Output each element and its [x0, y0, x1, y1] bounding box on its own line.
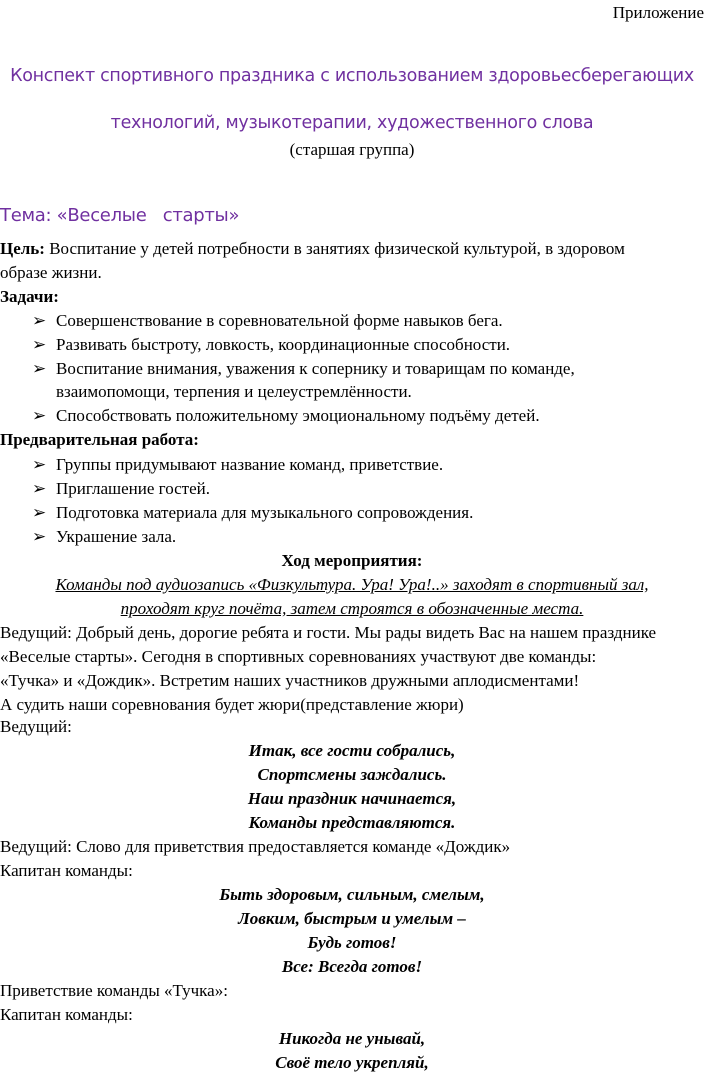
- tasks-heading: Задачи:: [0, 287, 59, 306]
- host-speech-3: «Тучка» и «Дождик». Встретим наших участников дружными аплодисментами!: [0, 671, 580, 690]
- host-label: Ведущий:: [0, 717, 72, 736]
- host-speech-4: А судить наши соревнования будет жюри(представление жюри): [0, 695, 464, 714]
- host-speech-1: Ведущий: Добрый день, дорогие ребята и гости. Мы рады видеть Вас на нашем празднике: [0, 623, 657, 642]
- poem-line: Итак, все гости собрались,: [248, 741, 456, 760]
- subtitle: (старшая группа): [289, 140, 415, 159]
- appendix-label: Приложение: [612, 3, 704, 22]
- goal-line-2: образе жизни.: [0, 263, 102, 282]
- prep-heading: Предварительная работа:: [0, 430, 199, 449]
- host-speech-5: Ведущий: Слово для приветствия предоставляется команде «Дождик»: [0, 837, 511, 856]
- poem-line: Будь готов!: [307, 933, 397, 952]
- stage-direction-1: Команды под аудиозапись «Физкультура. Ура! Ура!..» заходят в спортивный зал,: [55, 575, 649, 594]
- event-heading: Ход мероприятия:: [281, 551, 423, 570]
- greeting-label: Приветствие команды «Тучка»:: [0, 981, 228, 1000]
- poem-line: Никогда не унывай,: [278, 1029, 426, 1048]
- captain-label: Капитан команды:: [0, 861, 133, 880]
- goal-label: Цель:: [0, 239, 45, 258]
- poem-line: Быть здоровым, сильным, смелым,: [219, 885, 485, 904]
- poem-line: Команды представляются.: [248, 813, 456, 832]
- arrow-bullet-icon: ➢: [32, 311, 47, 330]
- title-line-1: Конспект спортивного праздника с использованием здоровьесберегающих: [10, 66, 694, 86]
- arrow-bullet-icon: ➢: [32, 479, 47, 498]
- stage-direction-2: проходят круг почёта, затем строятся в обозначенные места.: [120, 599, 584, 618]
- arrow-bullet-icon: ➢: [32, 335, 47, 354]
- arrow-bullet-icon: ➢: [32, 455, 47, 474]
- arrow-bullet-icon: ➢: [32, 527, 47, 546]
- task-item: Совершенствование в соревновательной форме навыков бега.: [56, 311, 503, 330]
- poem-line: Наш праздник начинается,: [247, 789, 457, 808]
- task-item: Способствовать положительному эмоциональному подъёму детей.: [56, 406, 540, 425]
- prep-item: Украшение зала.: [56, 527, 177, 546]
- host-speech-2: «Веселые старты». Сегодня в спортивных соревнованиях участвуют две команды:: [0, 647, 597, 666]
- poem-line: Ловким, быстрым и умелым –: [238, 909, 466, 928]
- prep-item: Подготовка материала для музыкального сопровождения.: [56, 503, 474, 522]
- task-item: Развивать быстроту, ловкость, координационные способности.: [56, 335, 511, 354]
- arrow-bullet-icon: ➢: [32, 406, 47, 425]
- title-line-2: технологий, музыкотерапии, художественного слова: [110, 113, 594, 133]
- task-item-continuation: взаимопомощи, терпения и целеустремлённости.: [56, 382, 412, 401]
- arrow-bullet-icon: ➢: [32, 359, 47, 378]
- poem-line: Своё тело укрепляй,: [275, 1053, 429, 1072]
- arrow-bullet-icon: ➢: [32, 503, 47, 522]
- poem-line: Спортсмены заждались.: [257, 765, 447, 784]
- prep-item: Приглашение гостей.: [56, 479, 210, 498]
- goal-text-1: Воспитание у детей потребности в занятиях физической культурой, в здоровом: [44, 239, 625, 258]
- goal-line-1: [0, 238, 625, 259]
- task-item: Воспитание внимания, уважения к сопернику и товарищам по команде,: [56, 359, 575, 378]
- prep-item: Группы придумывают название команд, приветствие.: [56, 455, 444, 474]
- theme-heading: Тема: «Веселые старты»: [0, 205, 240, 226]
- captain-label: Капитан команды:: [0, 1005, 133, 1024]
- poem-line: Все: Всегда готов!: [281, 957, 423, 976]
